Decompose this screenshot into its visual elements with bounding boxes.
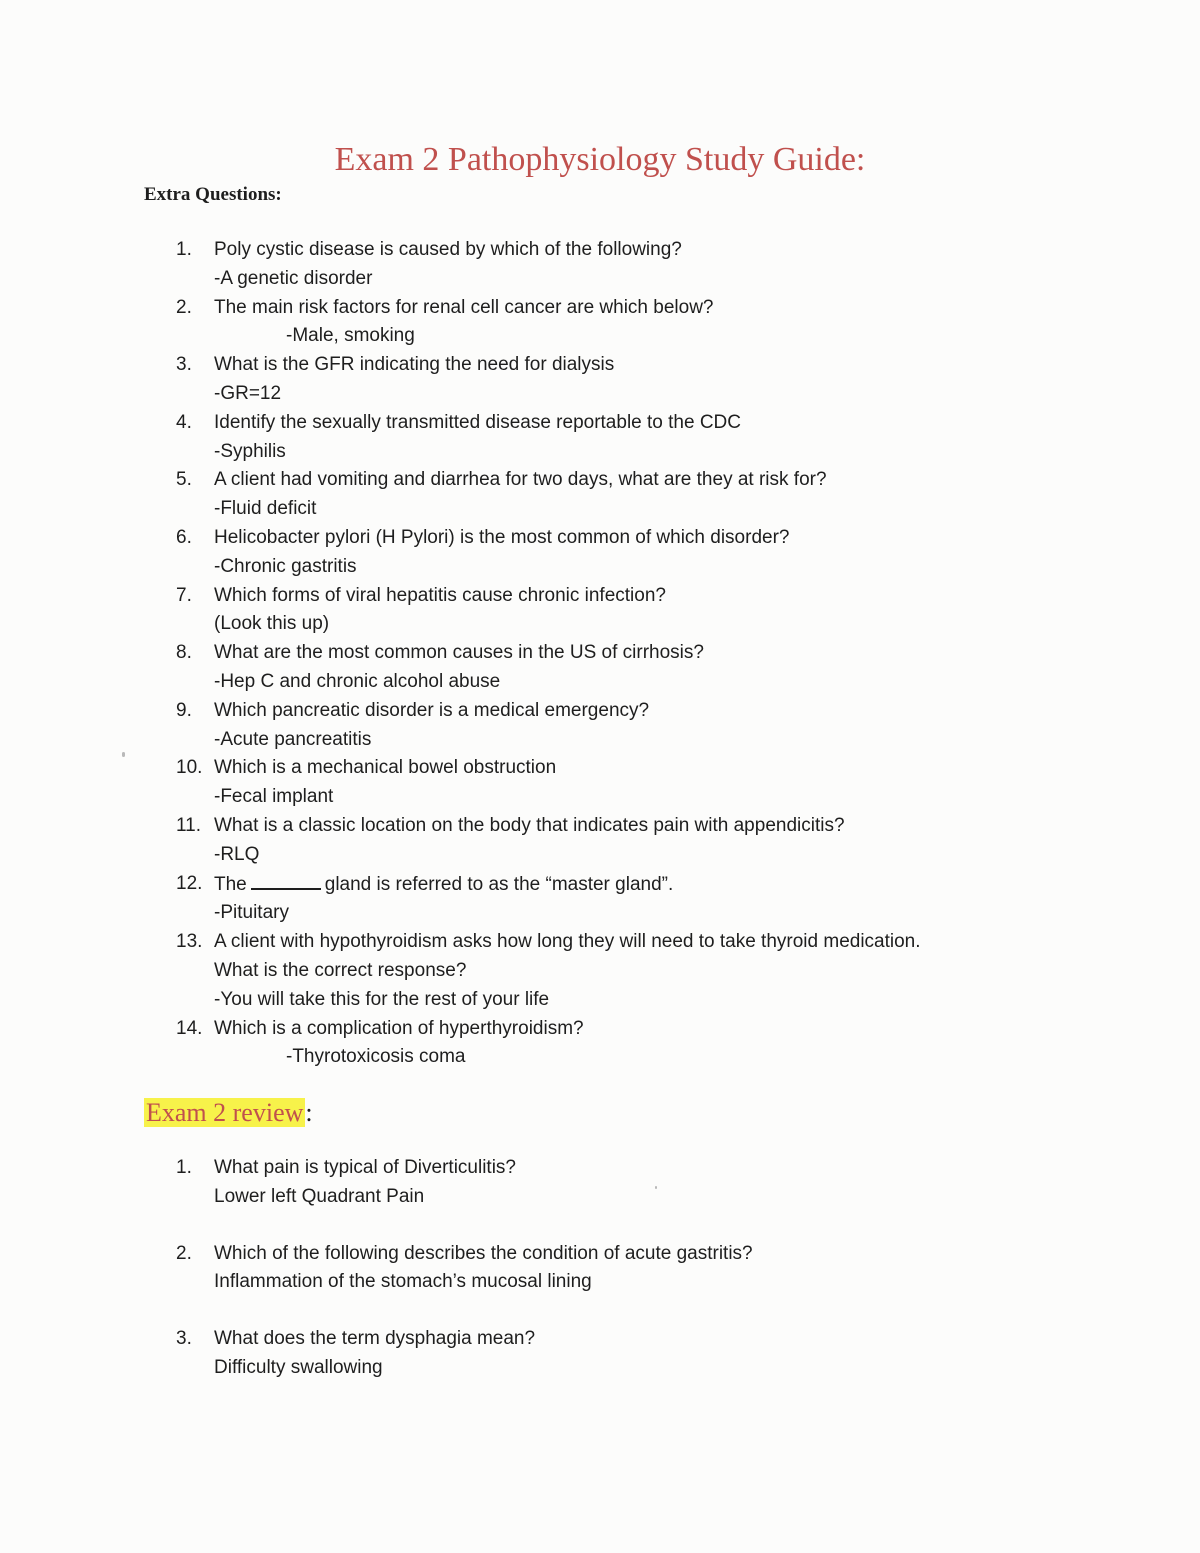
question-text: A client with hypothyroidism asks how long they will need to take thyroid medication. <box>214 931 921 953</box>
question-text: What does the term dysphagia mean? <box>214 1328 536 1350</box>
item-number: 5. <box>176 469 192 491</box>
question-text: Which forms of viral hepatitis cause chronic infection? <box>214 584 666 606</box>
item-number: 7. <box>176 584 192 606</box>
extra-questions-list <box>176 236 1096 1072</box>
list-item <box>176 697 1096 755</box>
answer-text: Difficulty swallowing <box>214 1356 383 1378</box>
answer-text: (Look this up) <box>214 613 330 635</box>
review-questions-list <box>176 1154 1096 1411</box>
answer-text: -RLQ <box>214 843 260 865</box>
question-text: What pain is typical of Diverticulitis? <box>214 1157 516 1178</box>
item-number: 1. <box>176 239 192 260</box>
highlighted-heading-text: Exam 2 review <box>146 1098 304 1127</box>
item-number: 6. <box>176 526 192 548</box>
exam-review-heading <box>144 1096 313 1130</box>
answer-text: -Pituitary <box>214 902 289 924</box>
page-title: Exam 2 Pathophysiology Study Guide: <box>334 141 866 178</box>
question-text: A client had vomiting and diarrhea for two days, what are they at risk for? <box>214 469 827 491</box>
answer-text: -GR=12 <box>214 382 282 404</box>
question-text <box>214 870 673 900</box>
list-item <box>176 294 1096 352</box>
list-item <box>176 524 1096 582</box>
item-number: 2. <box>176 296 192 318</box>
list-item <box>176 754 1096 812</box>
fill-in-blank <box>251 870 321 890</box>
scan-speck <box>122 752 125 757</box>
answer-text: -Acute pancreatitis <box>214 728 372 750</box>
list-item <box>176 236 1096 294</box>
answer-text: Inflammation of the stomach’s mucosal lining <box>214 1271 592 1293</box>
item-number: 1. <box>176 1157 192 1178</box>
extra-questions-heading: Extra Questions: <box>144 184 282 205</box>
item-number: 2. <box>176 1242 192 1264</box>
answer-text: -A genetic disorder <box>214 267 373 289</box>
question-text: The main risk factors for renal cell cancer are which below? <box>214 296 714 318</box>
item-number: 13. <box>176 931 203 953</box>
question-text: Which of the following describes the condition of acute gastritis? <box>214 1242 753 1264</box>
question-text: What is a classic location on the body that indicates pain with appendicitis? <box>214 814 845 836</box>
answer-text: -Syphilis <box>214 440 286 462</box>
list-item <box>176 1325 1096 1383</box>
question-text: Helicobacter pylori (H Pylori) is the most common of which disorder? <box>214 526 790 548</box>
heading-colon: : <box>305 1098 313 1127</box>
item-number: 11. <box>176 814 202 836</box>
question-text: Poly cystic disease is caused by which of the following? <box>214 239 682 260</box>
question-text: Which is a mechanical bowel obstruction <box>214 757 557 779</box>
answer-text: Lower left Quadrant Pain <box>214 1185 425 1207</box>
question-text: Which pancreatic disorder is a medical emergency? <box>214 699 650 721</box>
item-number: 4. <box>176 411 192 433</box>
question-text: Which is a complication of hyperthyroidism? <box>214 1017 584 1039</box>
list-item <box>176 1154 1096 1212</box>
scan-speck <box>655 1186 657 1189</box>
list-item <box>176 582 1096 640</box>
answer-text: -Chronic gastritis <box>214 555 357 577</box>
list-item <box>176 928 1096 1014</box>
item-number: 10. <box>176 757 203 779</box>
list-item <box>176 870 1096 929</box>
question-text-end: gland is referred to as the “master gland”. <box>324 873 674 895</box>
item-number: 8. <box>176 642 192 664</box>
answer-text: -Hep C and chronic alcohol abuse <box>214 670 501 692</box>
item-number: 3. <box>176 354 192 376</box>
item-number: 3. <box>176 1328 192 1350</box>
answer-text: -Male, smoking <box>286 325 415 347</box>
list-item <box>176 1015 1096 1073</box>
answer-text: -You will take this for the rest of your life <box>214 988 550 1010</box>
list-item <box>176 812 1096 870</box>
question-text-continued: What is the correct response? <box>214 959 467 981</box>
question-text: What are the most common causes in the US of cirrhosis? <box>214 642 704 664</box>
list-item <box>176 466 1096 524</box>
answer-text: -Fluid deficit <box>214 498 317 520</box>
list-item <box>176 639 1096 697</box>
answer-text: -Thyrotoxicosis coma <box>286 1046 466 1068</box>
list-item <box>176 1240 1096 1298</box>
item-number: 14. <box>176 1017 203 1039</box>
question-text: What is the GFR indicating the need for dialysis <box>214 354 615 376</box>
item-number: 12. <box>176 872 203 894</box>
question-text-start: The <box>214 873 247 895</box>
answer-text: -Fecal implant <box>214 786 334 808</box>
list-item <box>176 409 1096 467</box>
list-item <box>176 351 1096 409</box>
question-text: Identify the sexually transmitted disease reportable to the CDC <box>214 411 741 433</box>
item-number: 9. <box>176 699 192 721</box>
